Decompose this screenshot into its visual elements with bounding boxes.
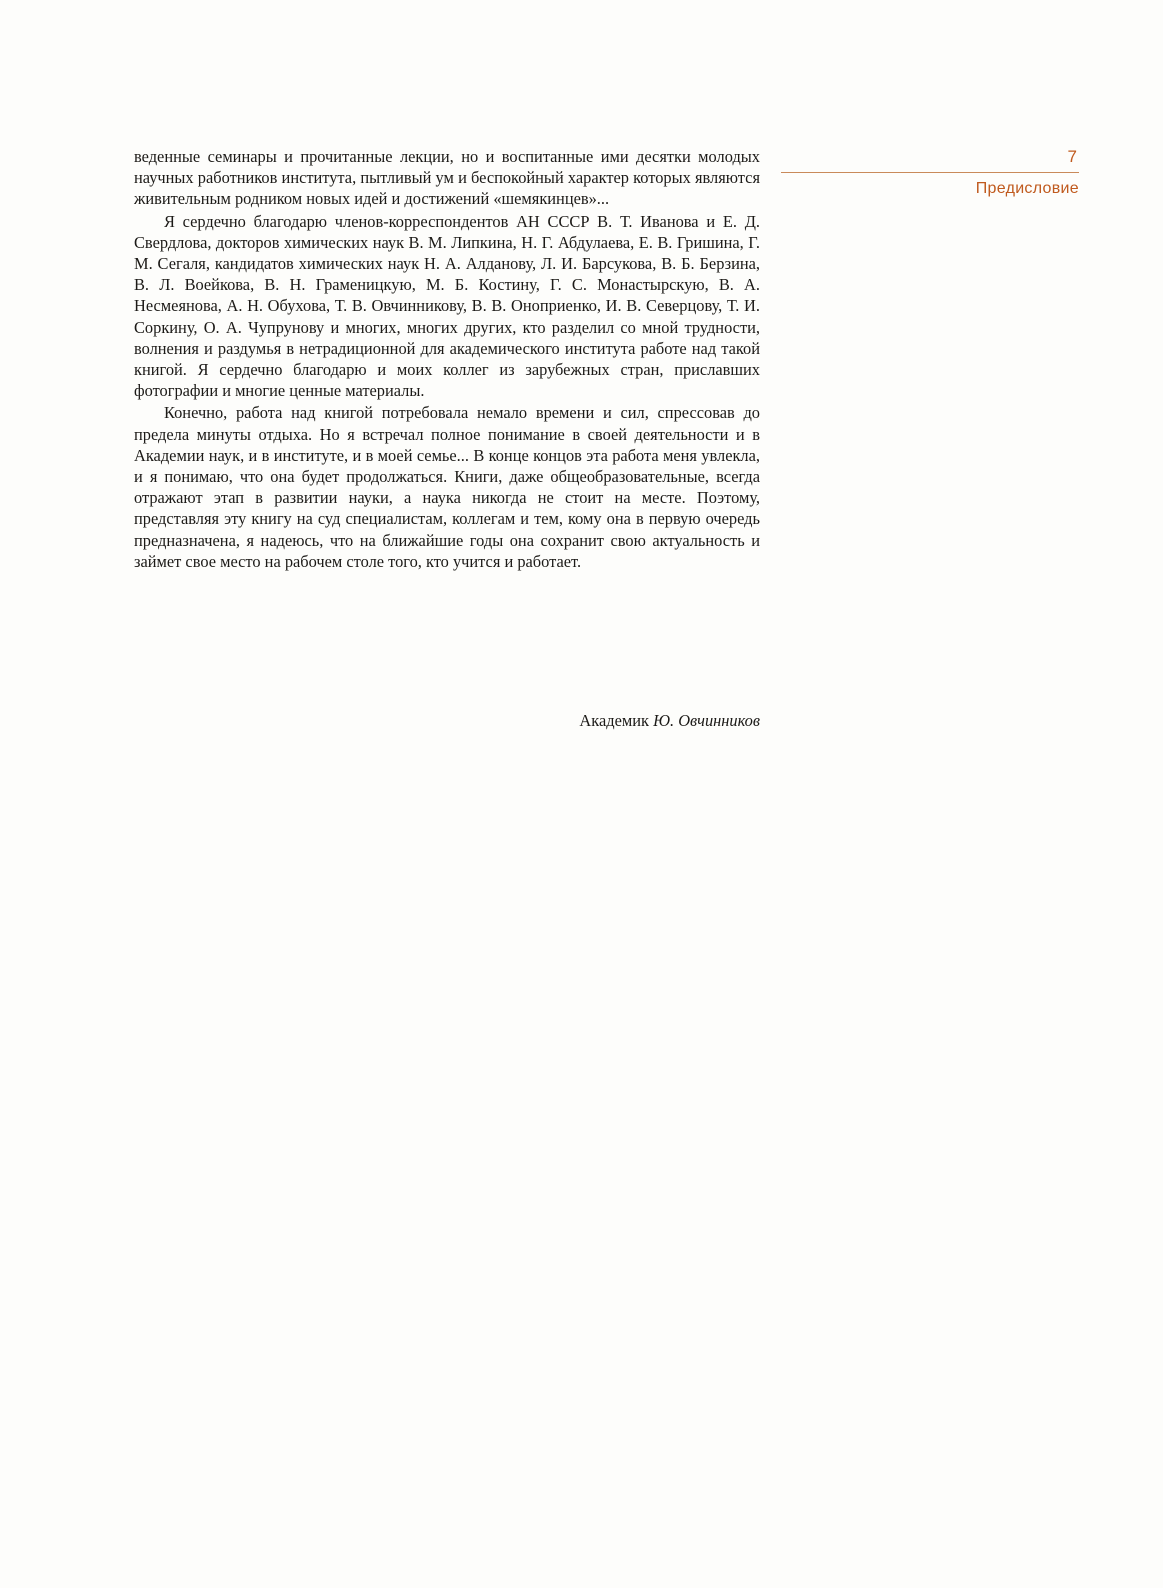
page-number: 7 xyxy=(1067,147,1077,166)
signature-name: Ю. Овчинников xyxy=(653,711,760,730)
paragraph-closing: Конечно, работа над книгой потребовала немало времени и сил, спрессовав до предела минуты отдыха. Но я встречал полное понимание в своей деятельности и в Академии наук, и в институте, и в моей семье... В конце концов эта работа меня увлекла, и я понимаю, что она будет продолжаться. Книги, даже общеобразовательные, всегда отражают этап в развитии науки, а наука никогда не стоит на месте. Поэтому, представляя эту книгу на суд специалистам, коллегам и тем, кому она в первую очередь предназначена, я надеюсь, что на ближайшие годы она сохранит свою актуальность и займет свое место на рабочем столе того, кто учится и работает. xyxy=(134,403,760,571)
header-rule xyxy=(781,172,1079,174)
signature xyxy=(134,710,760,731)
paragraph-acknowledgements: Я сердечно благодарю членов-корреспондентов АН СССР В. Т. Иванова и Е. Д. Свердлова, докторов химических наук В. М. Липкина, Н. Г. Абдулаева, Е. В. Гришина, Г. М. Сегаля, кандидатов химических наук Н. А. Алданову, Л. И. Барсукова, В. Б. Берзина, В. Л. Воейкова, В. Н. Граменицкую, М. Б. Костину, Г. С. Монастырскую, В. А. Несмеянова, А. Н. Обухова, Т. В. Овчинникову, В. В. Оноприенко, И. В. Северцову, Т. И. Соркину, О. А. Чупрунову и многих, многих других, кто разделил со мной трудности, волнения и раздумья в нетрадиционной для академического института работе над такой книгой. Я сердечно благодарю и моих коллег из зарубежных стран, приславших фотографии и многие ценные материалы. xyxy=(134,211,760,401)
running-header xyxy=(781,146,1079,200)
paragraph-continued: веденные семинары и прочитанные лекции, но и воспитанные ими десятки молодых научных работников института, пытливый ум и беспокойный характер которых являются живительным родником новых идей и достижений «шемякинцев»... xyxy=(134,147,760,209)
signature-title: Академик xyxy=(579,711,649,730)
section-title: Предисловие xyxy=(975,180,1079,197)
body-text xyxy=(134,146,760,572)
